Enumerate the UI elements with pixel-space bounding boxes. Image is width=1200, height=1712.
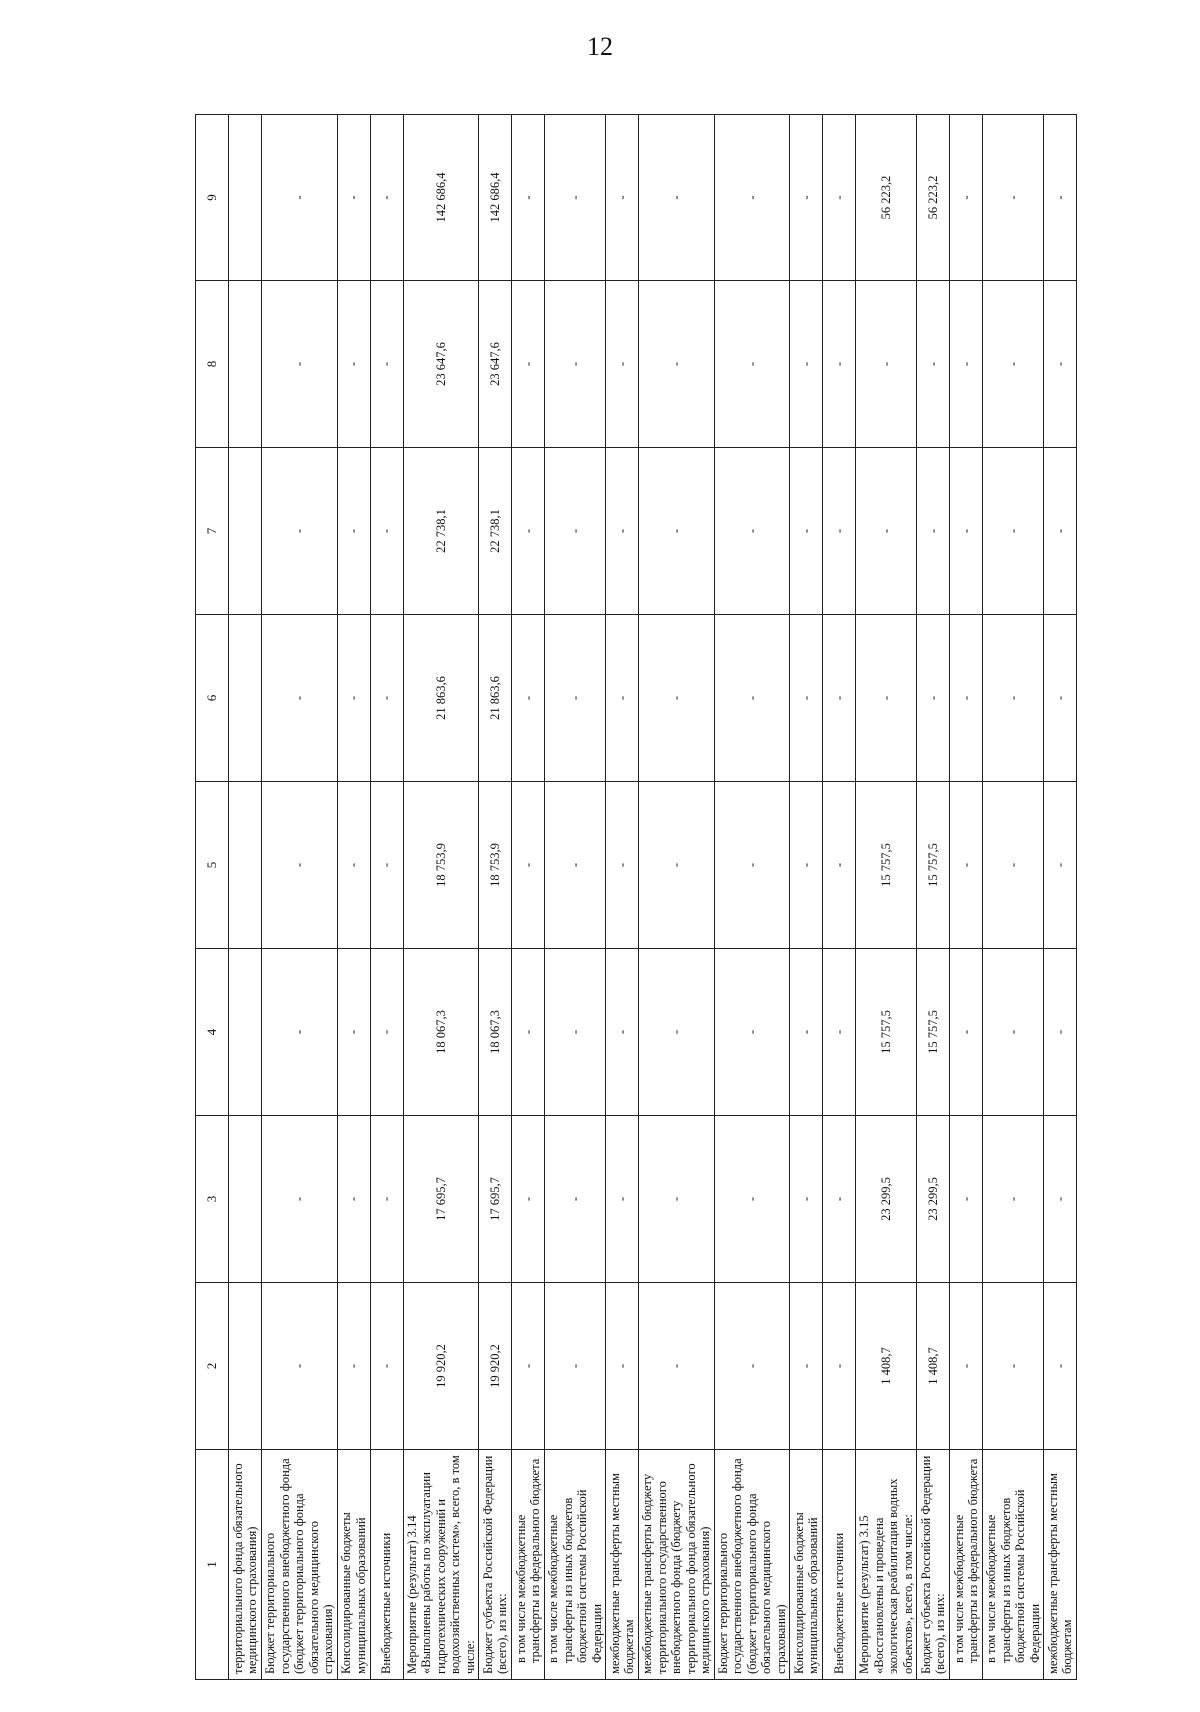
value-cell: - bbox=[1044, 949, 1077, 1116]
value-cell: - bbox=[950, 949, 983, 1116]
value-cell: - bbox=[545, 115, 606, 281]
value-cell: - bbox=[337, 1283, 370, 1450]
column-header: 4 bbox=[196, 949, 229, 1116]
table-row bbox=[403, 115, 479, 1680]
value-cell: 23 299,5 bbox=[856, 1116, 917, 1283]
value-cell: - bbox=[545, 949, 606, 1116]
row-label: Мероприятие (результат) 3.14 «Выполнены работы по эксплуатации гидротехнических сооружений и водохозяйственных систем», всего, в том числе: bbox=[403, 1450, 479, 1680]
value-cell: - bbox=[512, 281, 545, 448]
column-header: 1 bbox=[196, 1450, 229, 1680]
value-cell: - bbox=[950, 615, 983, 782]
header-row bbox=[196, 115, 229, 1680]
value-cell: - bbox=[856, 615, 917, 782]
value-cell: 22 738,1 bbox=[403, 448, 479, 615]
value-cell: - bbox=[606, 115, 639, 281]
value-cell: - bbox=[262, 615, 338, 782]
value-cell: - bbox=[983, 1116, 1044, 1283]
value-cell: - bbox=[917, 281, 950, 448]
value-cell: - bbox=[545, 281, 606, 448]
table-row bbox=[856, 115, 917, 1680]
table-row bbox=[229, 115, 262, 1680]
value-cell: - bbox=[983, 1283, 1044, 1450]
value-cell: - bbox=[512, 1283, 545, 1450]
value-cell: - bbox=[262, 281, 338, 448]
value-cell: 23 647,6 bbox=[479, 281, 512, 448]
value-cell: 1 408,7 bbox=[856, 1283, 917, 1450]
table-row bbox=[370, 115, 403, 1680]
value-cell: - bbox=[545, 448, 606, 615]
value-cell: - bbox=[337, 281, 370, 448]
value-cell: 142 686,4 bbox=[479, 115, 512, 281]
value-cell: - bbox=[714, 1283, 790, 1450]
value-cell: - bbox=[337, 949, 370, 1116]
value-cell: - bbox=[639, 1116, 715, 1283]
column-header: 2 bbox=[196, 1283, 229, 1450]
value-cell: - bbox=[1044, 281, 1077, 448]
value-cell: - bbox=[790, 115, 823, 281]
value-cell: - bbox=[512, 448, 545, 615]
value-cell: 15 757,5 bbox=[917, 782, 950, 949]
value-cell: - bbox=[639, 949, 715, 1116]
value-cell: - bbox=[714, 1116, 790, 1283]
row-label: межбюджетные трансферты местным бюджетам bbox=[606, 1450, 639, 1680]
value-cell: - bbox=[370, 448, 403, 615]
value-cell bbox=[229, 782, 262, 949]
row-label: Бюджет территориального государственного внебюджетного фонда (бюджет территориального фонда обязательного медицинского страхования) bbox=[262, 1450, 338, 1680]
value-cell: - bbox=[262, 1116, 338, 1283]
value-cell: - bbox=[823, 949, 856, 1116]
column-header: 6 bbox=[196, 615, 229, 782]
row-label: Мероприятие (результат) 3.15 «Восстановлены и проведена экологическая реабилитация водных объектов», всего, в том числе: bbox=[856, 1450, 917, 1680]
table-row bbox=[790, 115, 823, 1680]
value-cell: - bbox=[1044, 782, 1077, 949]
row-label: Внебюджетные источники bbox=[823, 1450, 856, 1680]
value-cell: - bbox=[856, 448, 917, 615]
value-cell: - bbox=[512, 949, 545, 1116]
value-cell: - bbox=[370, 1283, 403, 1450]
value-cell: - bbox=[545, 615, 606, 782]
table-row bbox=[545, 115, 606, 1680]
row-label: Консолидированные бюджеты муниципальных образований bbox=[337, 1450, 370, 1680]
value-cell: - bbox=[512, 615, 545, 782]
value-cell: 1 408,7 bbox=[917, 1283, 950, 1450]
value-cell: - bbox=[370, 1116, 403, 1283]
value-cell bbox=[229, 448, 262, 615]
value-cell: 18 067,3 bbox=[479, 949, 512, 1116]
value-cell: - bbox=[950, 115, 983, 281]
page-number: 12 bbox=[587, 32, 613, 61]
value-cell: - bbox=[545, 1283, 606, 1450]
value-cell: - bbox=[370, 949, 403, 1116]
row-label: Бюджет субъекта Российской Федерации (всего), из них: bbox=[917, 1450, 950, 1680]
value-cell: - bbox=[823, 115, 856, 281]
value-cell: - bbox=[639, 115, 715, 281]
value-cell: - bbox=[337, 782, 370, 949]
value-cell: - bbox=[606, 782, 639, 949]
row-label: Бюджет территориального государственного внебюджетного фонда (бюджет территориального фонда обязательного медицинского страхования) bbox=[714, 1450, 790, 1680]
column-header: 8 bbox=[196, 281, 229, 448]
value-cell: - bbox=[262, 1283, 338, 1450]
value-cell: 18 067,3 bbox=[403, 949, 479, 1116]
row-label: Бюджет субъекта Российской Федерации (всего), из них: bbox=[479, 1450, 512, 1680]
value-cell: 23 299,5 bbox=[917, 1116, 950, 1283]
row-label: в том числе межбюджетные трансферты из федерального бюджета bbox=[950, 1450, 983, 1680]
value-cell: - bbox=[545, 1116, 606, 1283]
value-cell: - bbox=[950, 782, 983, 949]
value-cell: - bbox=[370, 782, 403, 949]
value-cell: - bbox=[639, 281, 715, 448]
value-cell: - bbox=[606, 1116, 639, 1283]
value-cell: - bbox=[790, 949, 823, 1116]
table-row bbox=[479, 115, 512, 1680]
value-cell: - bbox=[262, 782, 338, 949]
value-cell: 21 863,6 bbox=[479, 615, 512, 782]
column-header: 9 bbox=[196, 115, 229, 281]
rotated-table-container bbox=[195, 172, 1140, 1680]
value-cell: - bbox=[606, 949, 639, 1116]
table-row bbox=[983, 115, 1044, 1680]
value-cell: - bbox=[606, 448, 639, 615]
value-cell: - bbox=[823, 782, 856, 949]
value-cell: - bbox=[262, 448, 338, 615]
value-cell: - bbox=[790, 615, 823, 782]
value-cell: 15 757,5 bbox=[856, 949, 917, 1116]
value-cell: - bbox=[337, 448, 370, 615]
value-cell: - bbox=[714, 115, 790, 281]
table-row bbox=[337, 115, 370, 1680]
value-cell: - bbox=[639, 615, 715, 782]
value-cell: 56 223,2 bbox=[856, 115, 917, 281]
value-cell: 23 647,6 bbox=[403, 281, 479, 448]
value-cell: - bbox=[606, 281, 639, 448]
column-header: 3 bbox=[196, 1116, 229, 1283]
value-cell: - bbox=[370, 615, 403, 782]
value-cell: - bbox=[512, 115, 545, 281]
value-cell: 21 863,6 bbox=[403, 615, 479, 782]
value-cell bbox=[229, 1116, 262, 1283]
column-header: 5 bbox=[196, 782, 229, 949]
table-row bbox=[823, 115, 856, 1680]
value-cell: - bbox=[714, 949, 790, 1116]
row-label: в том числе межбюджетные трансферты из иных бюджетов бюджетной системы Российской Федерации bbox=[983, 1450, 1044, 1680]
value-cell: - bbox=[606, 1283, 639, 1450]
value-cell: - bbox=[917, 615, 950, 782]
value-cell: - bbox=[823, 448, 856, 615]
value-cell: - bbox=[950, 448, 983, 615]
column-header: 7 bbox=[196, 448, 229, 615]
value-cell: - bbox=[1044, 1283, 1077, 1450]
value-cell: - bbox=[714, 782, 790, 949]
value-cell: - bbox=[823, 615, 856, 782]
value-cell: - bbox=[714, 615, 790, 782]
value-cell: - bbox=[545, 782, 606, 949]
value-cell: 142 686,4 bbox=[403, 115, 479, 281]
row-label: межбюджетные трансферты местным бюджетам bbox=[1044, 1450, 1077, 1680]
row-label: территориального фонда обязательного медицинского страхования) bbox=[229, 1450, 262, 1680]
value-cell: - bbox=[639, 448, 715, 615]
value-cell: - bbox=[512, 1116, 545, 1283]
value-cell: - bbox=[983, 949, 1044, 1116]
value-cell: - bbox=[856, 281, 917, 448]
value-cell: - bbox=[950, 1116, 983, 1283]
value-cell: - bbox=[639, 782, 715, 949]
value-cell: - bbox=[1044, 615, 1077, 782]
value-cell: - bbox=[714, 281, 790, 448]
value-cell: - bbox=[606, 615, 639, 782]
value-cell: 19 920,2 bbox=[479, 1283, 512, 1450]
value-cell: - bbox=[262, 115, 338, 281]
value-cell: - bbox=[983, 448, 1044, 615]
value-cell: 22 738,1 bbox=[479, 448, 512, 615]
value-cell: - bbox=[337, 1116, 370, 1283]
value-cell: - bbox=[983, 615, 1044, 782]
row-label: в том числе межбюджетные трансферты из иных бюджетов бюджетной системы Российской Федерации bbox=[545, 1450, 606, 1680]
budget-table bbox=[195, 114, 1077, 1680]
value-cell: - bbox=[1044, 448, 1077, 615]
value-cell: - bbox=[950, 1283, 983, 1450]
value-cell: - bbox=[1044, 1116, 1077, 1283]
value-cell: 17 695,7 bbox=[403, 1116, 479, 1283]
value-cell: 15 757,5 bbox=[917, 949, 950, 1116]
value-cell: - bbox=[370, 115, 403, 281]
value-cell: - bbox=[823, 281, 856, 448]
value-cell: - bbox=[512, 782, 545, 949]
value-cell: - bbox=[790, 281, 823, 448]
table-row bbox=[262, 115, 338, 1680]
value-cell: - bbox=[639, 1283, 715, 1450]
value-cell: - bbox=[790, 1116, 823, 1283]
value-cell: - bbox=[370, 281, 403, 448]
value-cell: - bbox=[790, 448, 823, 615]
value-cell: 18 753,9 bbox=[403, 782, 479, 949]
value-cell: - bbox=[983, 782, 1044, 949]
value-cell: 56 223,2 bbox=[917, 115, 950, 281]
value-cell bbox=[229, 615, 262, 782]
value-cell: - bbox=[337, 615, 370, 782]
table-body bbox=[229, 115, 1077, 1680]
value-cell bbox=[229, 949, 262, 1116]
value-cell: 18 753,9 bbox=[479, 782, 512, 949]
value-cell: - bbox=[823, 1283, 856, 1450]
table-row bbox=[714, 115, 790, 1680]
row-label: межбюджетные трансферты бюджету территориального государственного внебюджетного фонда (бюджету территориального фонда обязательного медицинского страхования) bbox=[639, 1450, 715, 1680]
value-cell: - bbox=[917, 448, 950, 615]
value-cell bbox=[229, 281, 262, 448]
value-cell: - bbox=[983, 281, 1044, 448]
value-cell: - bbox=[337, 115, 370, 281]
value-cell: 15 757,5 bbox=[856, 782, 917, 949]
value-cell: - bbox=[790, 1283, 823, 1450]
row-label: Консолидированные бюджеты муниципальных образований bbox=[790, 1450, 823, 1680]
value-cell: - bbox=[983, 115, 1044, 281]
value-cell: - bbox=[790, 782, 823, 949]
row-label: в том числе межбюджетные трансферты из федерального бюджета bbox=[512, 1450, 545, 1680]
value-cell: - bbox=[1044, 115, 1077, 281]
value-cell: - bbox=[262, 949, 338, 1116]
value-cell bbox=[229, 115, 262, 281]
value-cell: - bbox=[714, 448, 790, 615]
value-cell: - bbox=[950, 281, 983, 448]
value-cell bbox=[229, 1283, 262, 1450]
value-cell: 19 920,2 bbox=[403, 1283, 479, 1450]
table-row bbox=[639, 115, 715, 1680]
table-row bbox=[1044, 115, 1077, 1680]
table-row bbox=[917, 115, 950, 1680]
table-row bbox=[606, 115, 639, 1680]
table-row bbox=[950, 115, 983, 1680]
table-row bbox=[512, 115, 545, 1680]
row-label: Внебюджетные источники bbox=[370, 1450, 403, 1680]
value-cell: 17 695,7 bbox=[479, 1116, 512, 1283]
value-cell: - bbox=[823, 1116, 856, 1283]
